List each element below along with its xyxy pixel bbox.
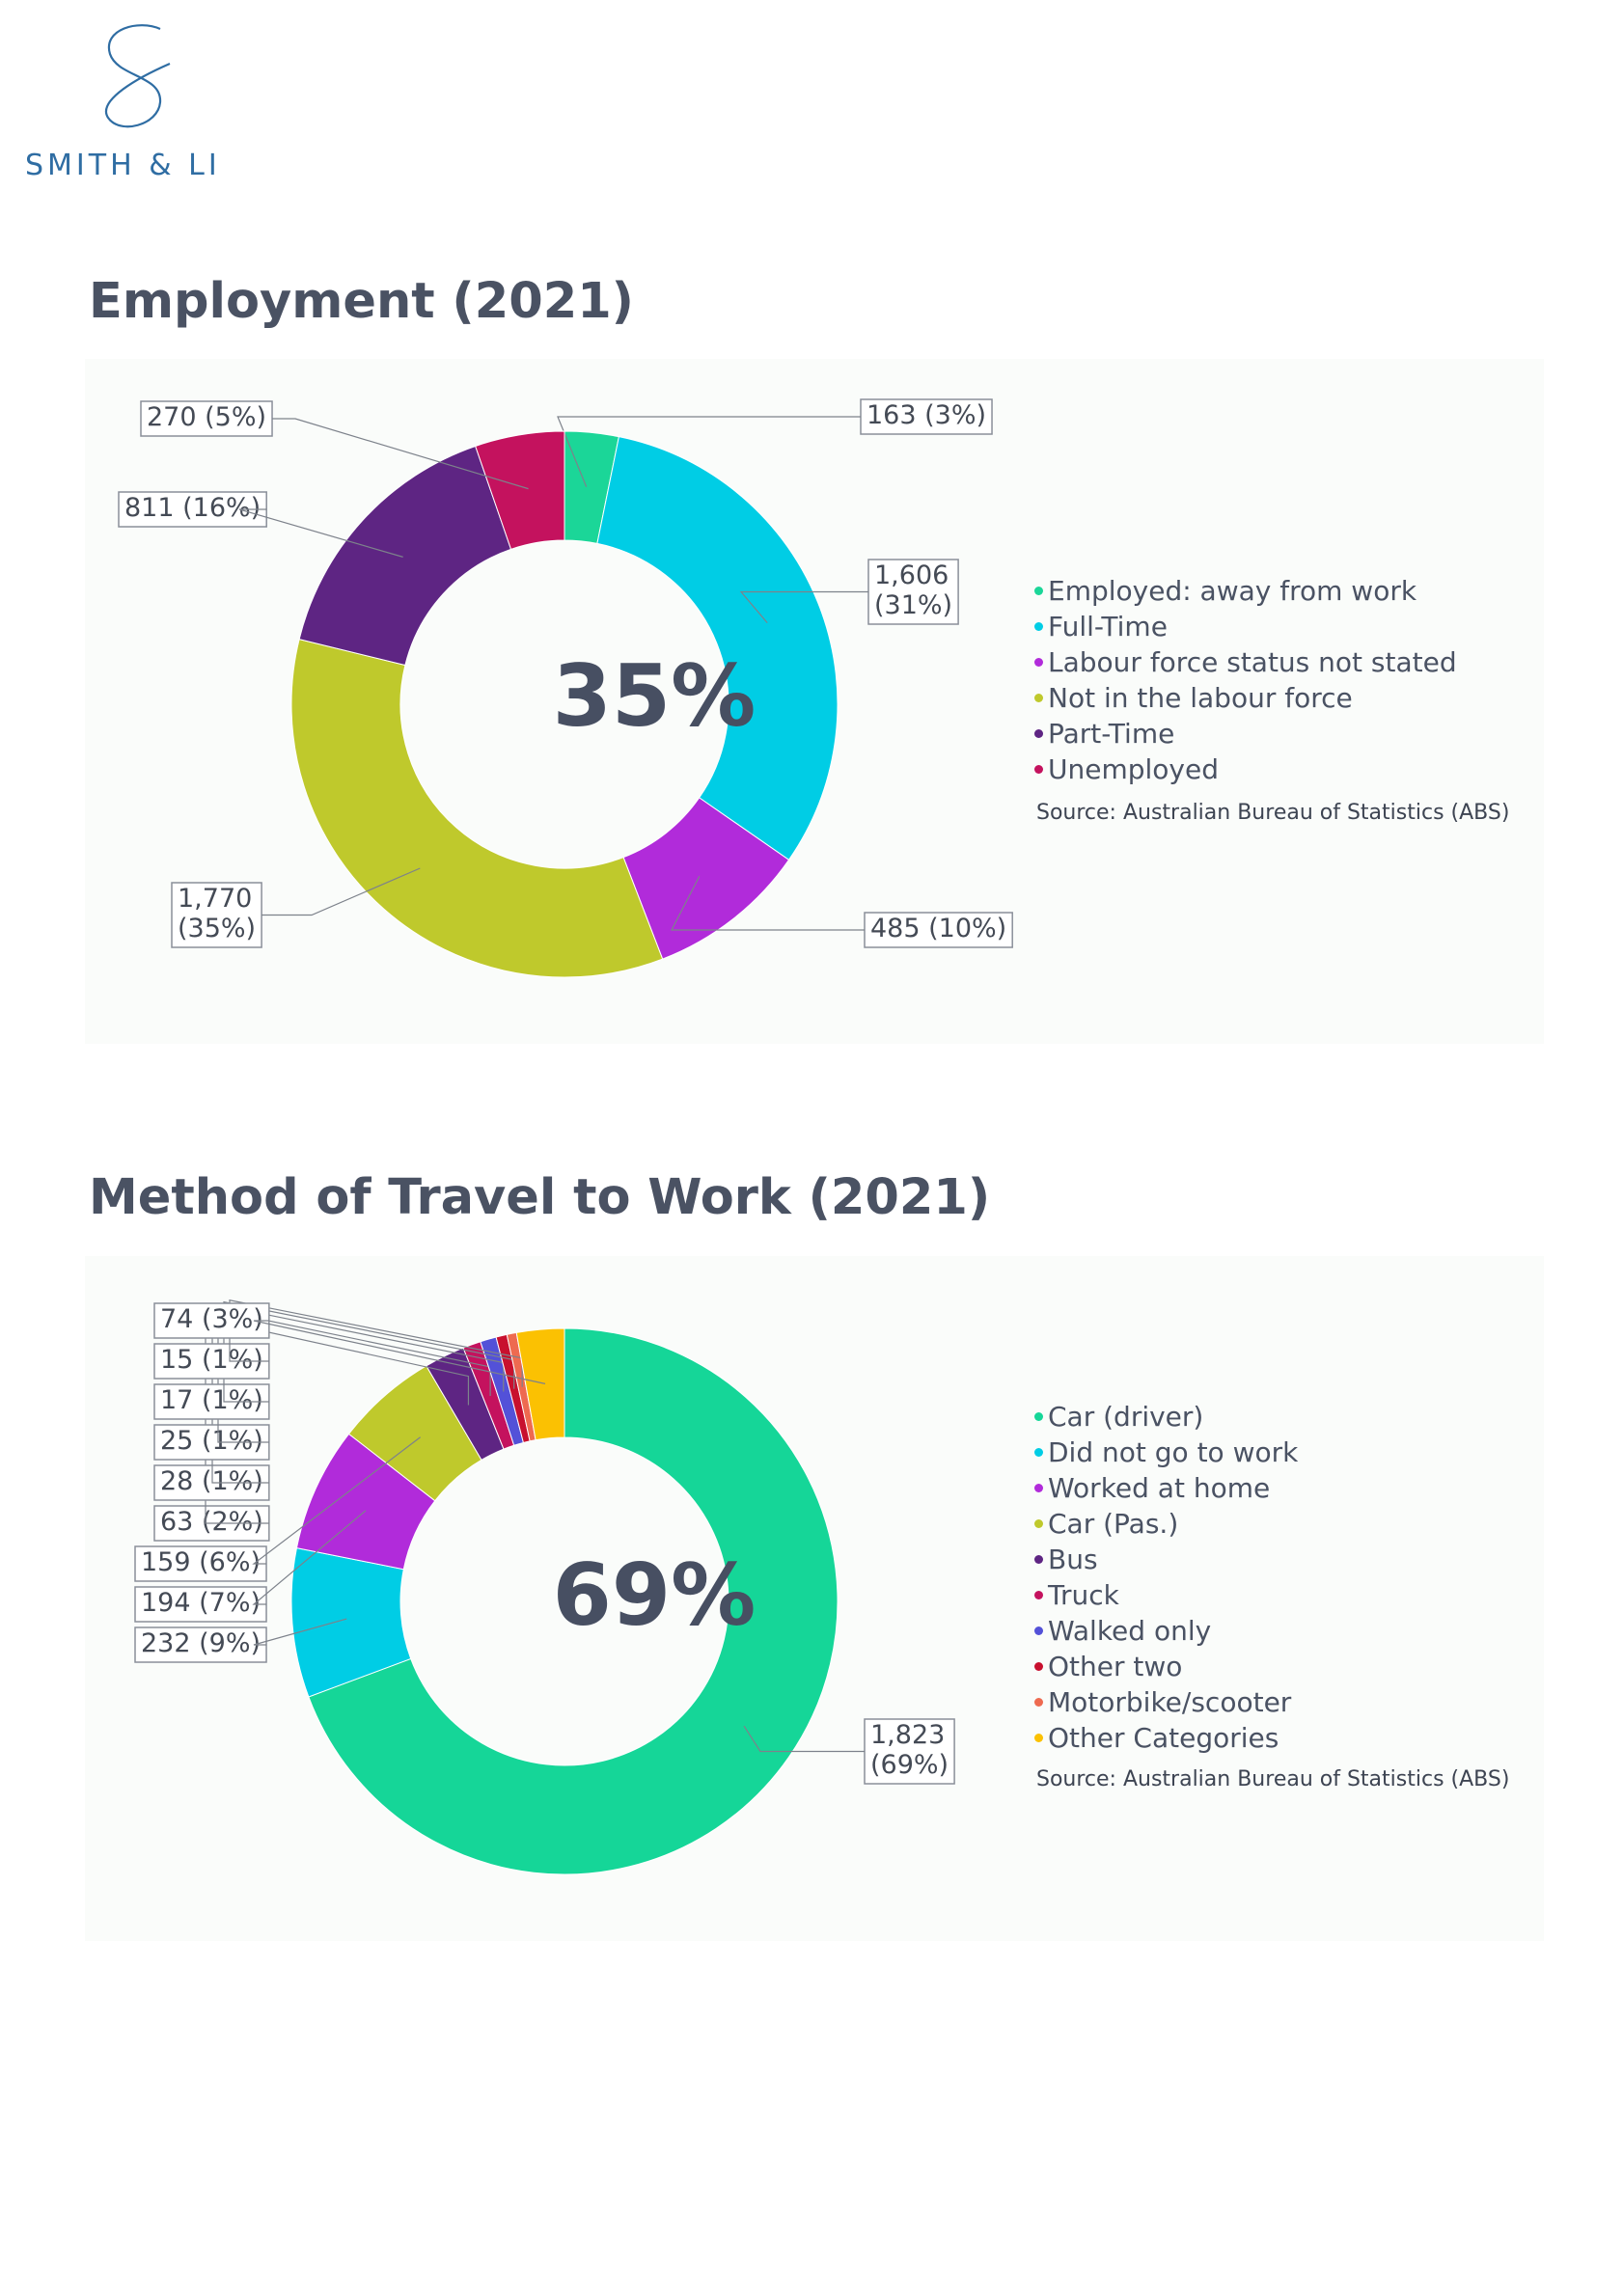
legend-label: Labour force status not stated: [1048, 646, 1457, 678]
legend-label: Employed: away from work: [1048, 575, 1417, 607]
legend-dot-icon: [1034, 1484, 1043, 1492]
legend-dot-icon: [1034, 587, 1043, 595]
slice-part-time[interactable]: [299, 446, 510, 665]
legend-dot-icon: [1034, 1591, 1043, 1599]
legend-item-walked-only[interactable]: [1034, 1613, 1298, 1649]
chart-source: Source: Australian Bureau of Statistics (ABS): [1036, 1767, 1510, 1791]
data-label-text: 28 (1%): [160, 1466, 263, 1496]
brand-name: SMITH & LI: [25, 149, 221, 182]
data-label-text: 194 (7%): [141, 1588, 261, 1618]
chart-panel-travel: [85, 1256, 1544, 1941]
data-label-text: 159 (6%): [141, 1547, 261, 1577]
chart-center-label: 69%: [552, 1545, 756, 1645]
legend-item-truck[interactable]: [1034, 1577, 1298, 1613]
legend-label: Car (driver): [1048, 1401, 1204, 1433]
legend-item-not-in-the-labour-force[interactable]: [1034, 680, 1457, 716]
data-label-text: 485 (10%): [870, 914, 1007, 943]
data-label-text: 17 (1%): [160, 1385, 263, 1415]
legend-label: Bus: [1048, 1544, 1098, 1575]
legend-dot-icon: [1034, 1626, 1043, 1635]
legend-label: Truck: [1048, 1579, 1119, 1611]
chart-source: Source: Australian Bureau of Statistics (ABS): [1036, 801, 1510, 825]
legend-label: Not in the labour force: [1048, 682, 1353, 714]
company-logo: [21, 21, 234, 185]
legend-dot-icon: [1034, 1734, 1043, 1742]
legend-dot-icon: [1034, 622, 1043, 631]
legend-dot-icon: [1034, 694, 1043, 702]
data-label-text: 15 (1%): [160, 1345, 263, 1375]
legend-item-other-two[interactable]: [1034, 1649, 1298, 1684]
legend-item-unemployed[interactable]: [1034, 752, 1457, 787]
data-label-text: (69%): [870, 1750, 949, 1780]
legend-dot-icon: [1034, 729, 1043, 738]
legend-dot-icon: [1034, 1698, 1043, 1707]
legend-dot-icon: [1034, 658, 1043, 667]
legend-label: Motorbike/scooter: [1048, 1686, 1292, 1718]
legend-item-labour-force-status-not-stated[interactable]: [1034, 644, 1457, 680]
legend-dot-icon: [1034, 1555, 1043, 1564]
data-label-text: 1,770: [178, 884, 253, 914]
data-label-text: 1,823: [870, 1720, 946, 1750]
legend-label: Other Categories: [1048, 1722, 1279, 1754]
legend-dot-icon: [1034, 1448, 1043, 1457]
legend-label: Walked only: [1048, 1615, 1212, 1647]
data-label-text: 74 (3%): [160, 1304, 263, 1334]
legend-dot-icon: [1034, 765, 1043, 774]
chart-legend-travel: [1034, 1399, 1298, 1756]
legend-label: Part-Time: [1048, 718, 1175, 750]
legend-item-part-time[interactable]: [1034, 716, 1457, 752]
legend-item-bus[interactable]: [1034, 1542, 1298, 1577]
legend-dot-icon: [1034, 1662, 1043, 1671]
data-label-text: 63 (2%): [160, 1507, 263, 1537]
legend-item-other-categories[interactable]: [1034, 1720, 1298, 1756]
legend-item-worked-at-home[interactable]: [1034, 1470, 1298, 1506]
legend-item-car-driver[interactable]: [1034, 1399, 1298, 1435]
data-label-text: 270 (5%): [147, 402, 267, 432]
data-label-text: 232 (9%): [141, 1628, 261, 1658]
legend-item-full-time[interactable]: [1034, 609, 1457, 644]
chart-panel-employment: [85, 359, 1544, 1044]
legend-item-employed-away-from-work[interactable]: [1034, 573, 1457, 609]
legend-label: Car (Pas.): [1048, 1508, 1179, 1540]
data-label-text: 811 (16%): [124, 493, 261, 523]
legend-label: Unemployed: [1048, 753, 1219, 785]
section-title-travel: Method of Travel to Work (2021): [89, 1169, 991, 1226]
data-label-text: 163 (3%): [867, 400, 987, 430]
legend-item-car-pas[interactable]: [1034, 1506, 1298, 1542]
logo-monogram-icon: [81, 21, 187, 137]
data-label-text: (31%): [874, 590, 953, 620]
data-label-text: (35%): [178, 914, 257, 943]
chart-legend-employment: [1034, 573, 1457, 787]
legend-dot-icon: [1034, 1519, 1043, 1528]
legend-item-motorbike-scooter[interactable]: [1034, 1684, 1298, 1720]
legend-label: Full-Time: [1048, 611, 1168, 642]
chart-center-label: 35%: [552, 646, 756, 746]
section-title-employment: Employment (2021): [89, 273, 634, 330]
data-label-text: 25 (1%): [160, 1426, 263, 1456]
data-label-text: 1,606: [874, 560, 949, 590]
legend-item-did-not-go-to-work[interactable]: [1034, 1435, 1298, 1470]
legend-label: Worked at home: [1048, 1472, 1271, 1504]
legend-dot-icon: [1034, 1412, 1043, 1421]
legend-label: Did not go to work: [1048, 1436, 1299, 1468]
legend-label: Other two: [1048, 1651, 1183, 1682]
